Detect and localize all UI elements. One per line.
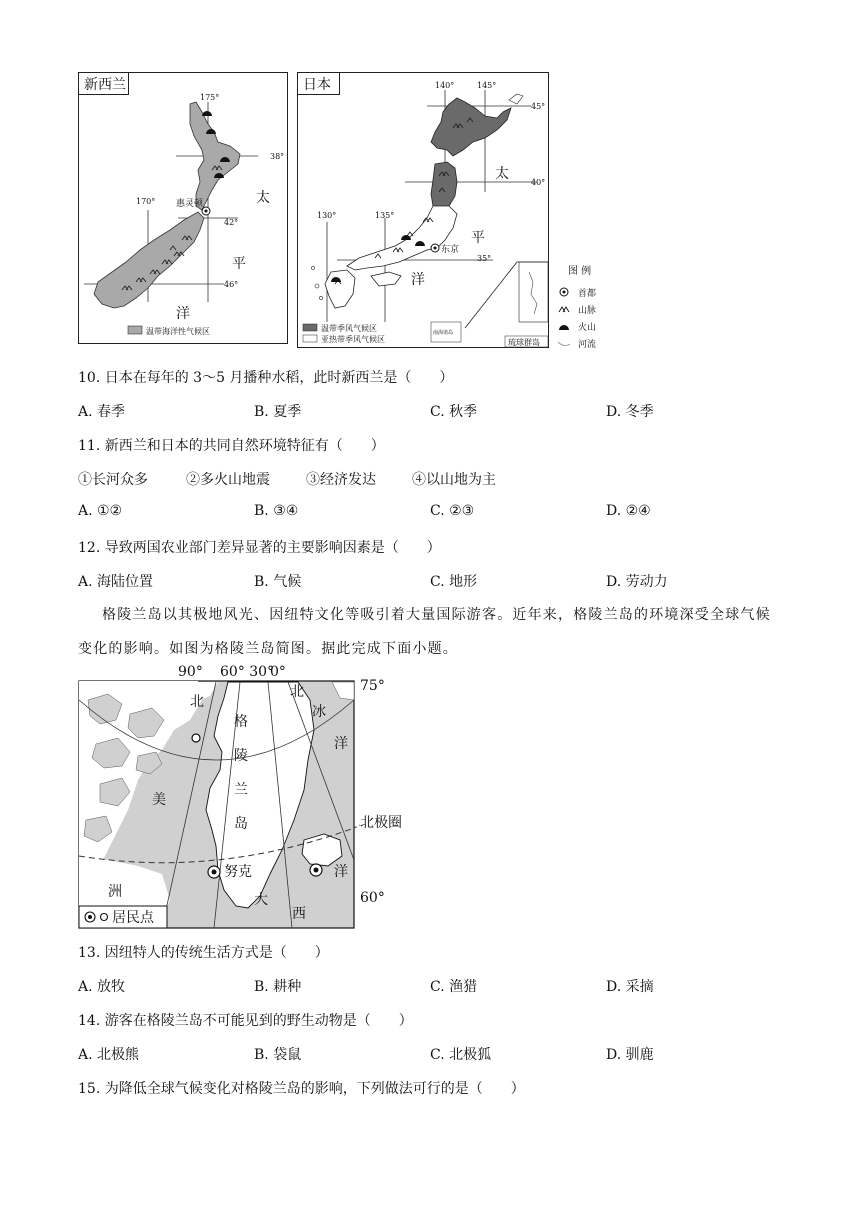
q11-option-d[interactable]: D. ②④ xyxy=(606,503,651,519)
settlement-marker xyxy=(192,734,200,742)
japan-inset-note: 南海诸岛 xyxy=(433,330,454,336)
japan-inset-label: 琉球群岛 xyxy=(508,338,540,347)
river-icon xyxy=(558,342,570,346)
q13-option-c[interactable]: C. 渔猎 xyxy=(430,979,478,995)
gl-lon-0: 0° xyxy=(270,664,286,680)
q11-statement-2: ②多火山地震 xyxy=(186,472,270,488)
volcano-icon xyxy=(559,325,569,330)
japan-lat-35: 35° xyxy=(477,254,492,263)
japan-capital-label: 东京 xyxy=(441,245,460,255)
japan-ocean-3: 洋 xyxy=(411,272,425,288)
legend-capital: 首都 xyxy=(578,289,597,299)
q10-option-a[interactable]: A. 春季 xyxy=(78,404,126,420)
q14-option-c[interactable]: C. 北极狐 xyxy=(430,1047,492,1063)
q12-option-c[interactable]: C. 地形 xyxy=(430,574,478,590)
arctic-circle-label: 北极圈 xyxy=(360,815,402,831)
q10-option-c[interactable]: C. 秋季 xyxy=(430,404,478,420)
japan-lon-145: 145° xyxy=(477,81,497,90)
legend-title: 图 例 xyxy=(568,266,592,277)
q11-statement-4: ④以山地为主 xyxy=(412,472,496,488)
q13-option-a[interactable]: A. 放牧 xyxy=(78,979,126,995)
question-11-stem: 11. 新西兰和日本的共同自然环境特征有（ ） xyxy=(78,438,385,454)
new-zealand-map xyxy=(78,72,288,344)
q11-option-c[interactable]: C. ②③ xyxy=(430,503,475,519)
japan-lon-140: 140° xyxy=(435,81,455,90)
greenland-map xyxy=(78,660,408,930)
q12-option-a[interactable]: A. 海陆位置 xyxy=(78,574,154,590)
japan-legend-temperate: 温带季风气候区 xyxy=(321,324,377,333)
gl-lon-60-30: 60° 30° xyxy=(220,664,275,680)
japan-legend-subtropical: 亚热带季风气候区 xyxy=(321,335,385,344)
gl-lat-60: 60° xyxy=(360,890,385,906)
nz-ocean-2: 平 xyxy=(232,256,246,272)
gl-lat-75: 75° xyxy=(360,678,385,694)
legend-mountain: 山脉 xyxy=(578,306,597,316)
q11-statement-1: ①长河众多 xyxy=(78,472,148,488)
nz-lat-46: 46° xyxy=(224,280,239,289)
question-12-stem: 12. 导致两国农业部门差异显著的主要影响因素是（ ） xyxy=(78,540,441,556)
question-10-stem: 10. 日本在每年的 3～5 月播种水稻，此时新西兰是（ ） xyxy=(78,370,454,386)
nz-lon-175: 175° xyxy=(200,93,220,102)
nz-legend-climate: 温带海洋性气候区 xyxy=(146,327,210,336)
gl-island-4: 岛 xyxy=(234,816,248,832)
japan-lon-130: 130° xyxy=(317,211,337,220)
gl-lon-90: 90° xyxy=(178,664,203,680)
japan-lat-40: 40° xyxy=(531,178,546,187)
map-legend xyxy=(552,262,622,350)
q11-option-b[interactable]: B. ③④ xyxy=(254,503,299,519)
nz-ocean-1: 太 xyxy=(256,190,270,206)
japan-map xyxy=(297,72,549,348)
gl-at-2: 西 xyxy=(292,906,306,922)
q13-option-d[interactable]: D. 采摘 xyxy=(606,979,654,995)
legend-volcano: 火山 xyxy=(578,323,597,333)
japan-ocean-2: 平 xyxy=(471,230,485,246)
mountain-icon xyxy=(559,307,569,312)
japan-lon-135: 135° xyxy=(375,211,395,220)
gl-ao-2: 冰 xyxy=(312,704,326,720)
nz-capital-label: 惠灵顿 xyxy=(176,199,204,209)
gl-na-1: 北 xyxy=(190,694,204,710)
q11-option-a[interactable]: A. ①② xyxy=(78,503,123,519)
gl-island-3: 兰 xyxy=(234,782,248,798)
nz-lat-42: 42° xyxy=(224,218,239,227)
nz-ocean-3: 洋 xyxy=(176,306,190,322)
gl-ao-1: 北 xyxy=(290,684,304,700)
greenland-passage: 格陵兰岛以其极地风光、因纽特文化等吸引着大量国际游客。近年来，格陵兰岛的环境深受全球气候变化的影响。如图为格陵兰岛简图。据此完成下面小题。 xyxy=(78,607,771,657)
q12-option-b[interactable]: B. 气候 xyxy=(254,574,302,590)
gl-at-1: 大 xyxy=(254,892,268,908)
q14-option-b[interactable]: B. 袋鼠 xyxy=(254,1047,302,1063)
nz-lon-170: 170° xyxy=(136,197,156,206)
question-15-stem: 15. 为降低全球气候变化对格陵兰岛的影响，下列做法可行的是（ ） xyxy=(78,1081,525,1097)
nz-map-title: 新西兰 xyxy=(84,77,126,93)
legend-river: 河流 xyxy=(578,340,597,350)
q14-option-a[interactable]: A. 北极熊 xyxy=(78,1047,140,1063)
q11-statement-3: ③经济发达 xyxy=(306,472,376,488)
japan-map-title: 日本 xyxy=(303,77,331,93)
gl-island-1: 格 xyxy=(234,714,248,730)
gl-ao-3: 洋 xyxy=(334,736,348,752)
q10-option-d[interactable]: D. 冬季 xyxy=(606,404,654,420)
gl-na-2: 美 xyxy=(152,792,166,808)
gl-legend-settlement: 居民点 xyxy=(112,910,154,926)
gl-island-2: 陵 xyxy=(234,748,248,764)
gl-na-3: 洲 xyxy=(108,884,122,900)
q12-option-d[interactable]: D. 劳动力 xyxy=(606,574,668,590)
question-13-stem: 13. 因纽特人的传统生活方式是（ ） xyxy=(78,945,329,961)
japan-lat-45: 45° xyxy=(531,102,546,111)
nz-lat-38: 38° xyxy=(270,152,285,161)
question-14-stem: 14. 游客在格陵兰岛不可能见到的野生动物是（ ） xyxy=(78,1013,413,1029)
gl-at-3: 洋 xyxy=(334,864,348,880)
nuuk-label: 努克 xyxy=(224,864,252,880)
q10-option-b[interactable]: B. 夏季 xyxy=(254,404,302,420)
q13-option-b[interactable]: B. 耕种 xyxy=(254,979,302,995)
q14-option-d[interactable]: D. 驯鹿 xyxy=(606,1047,654,1063)
japan-ocean-1: 太 xyxy=(495,166,509,182)
